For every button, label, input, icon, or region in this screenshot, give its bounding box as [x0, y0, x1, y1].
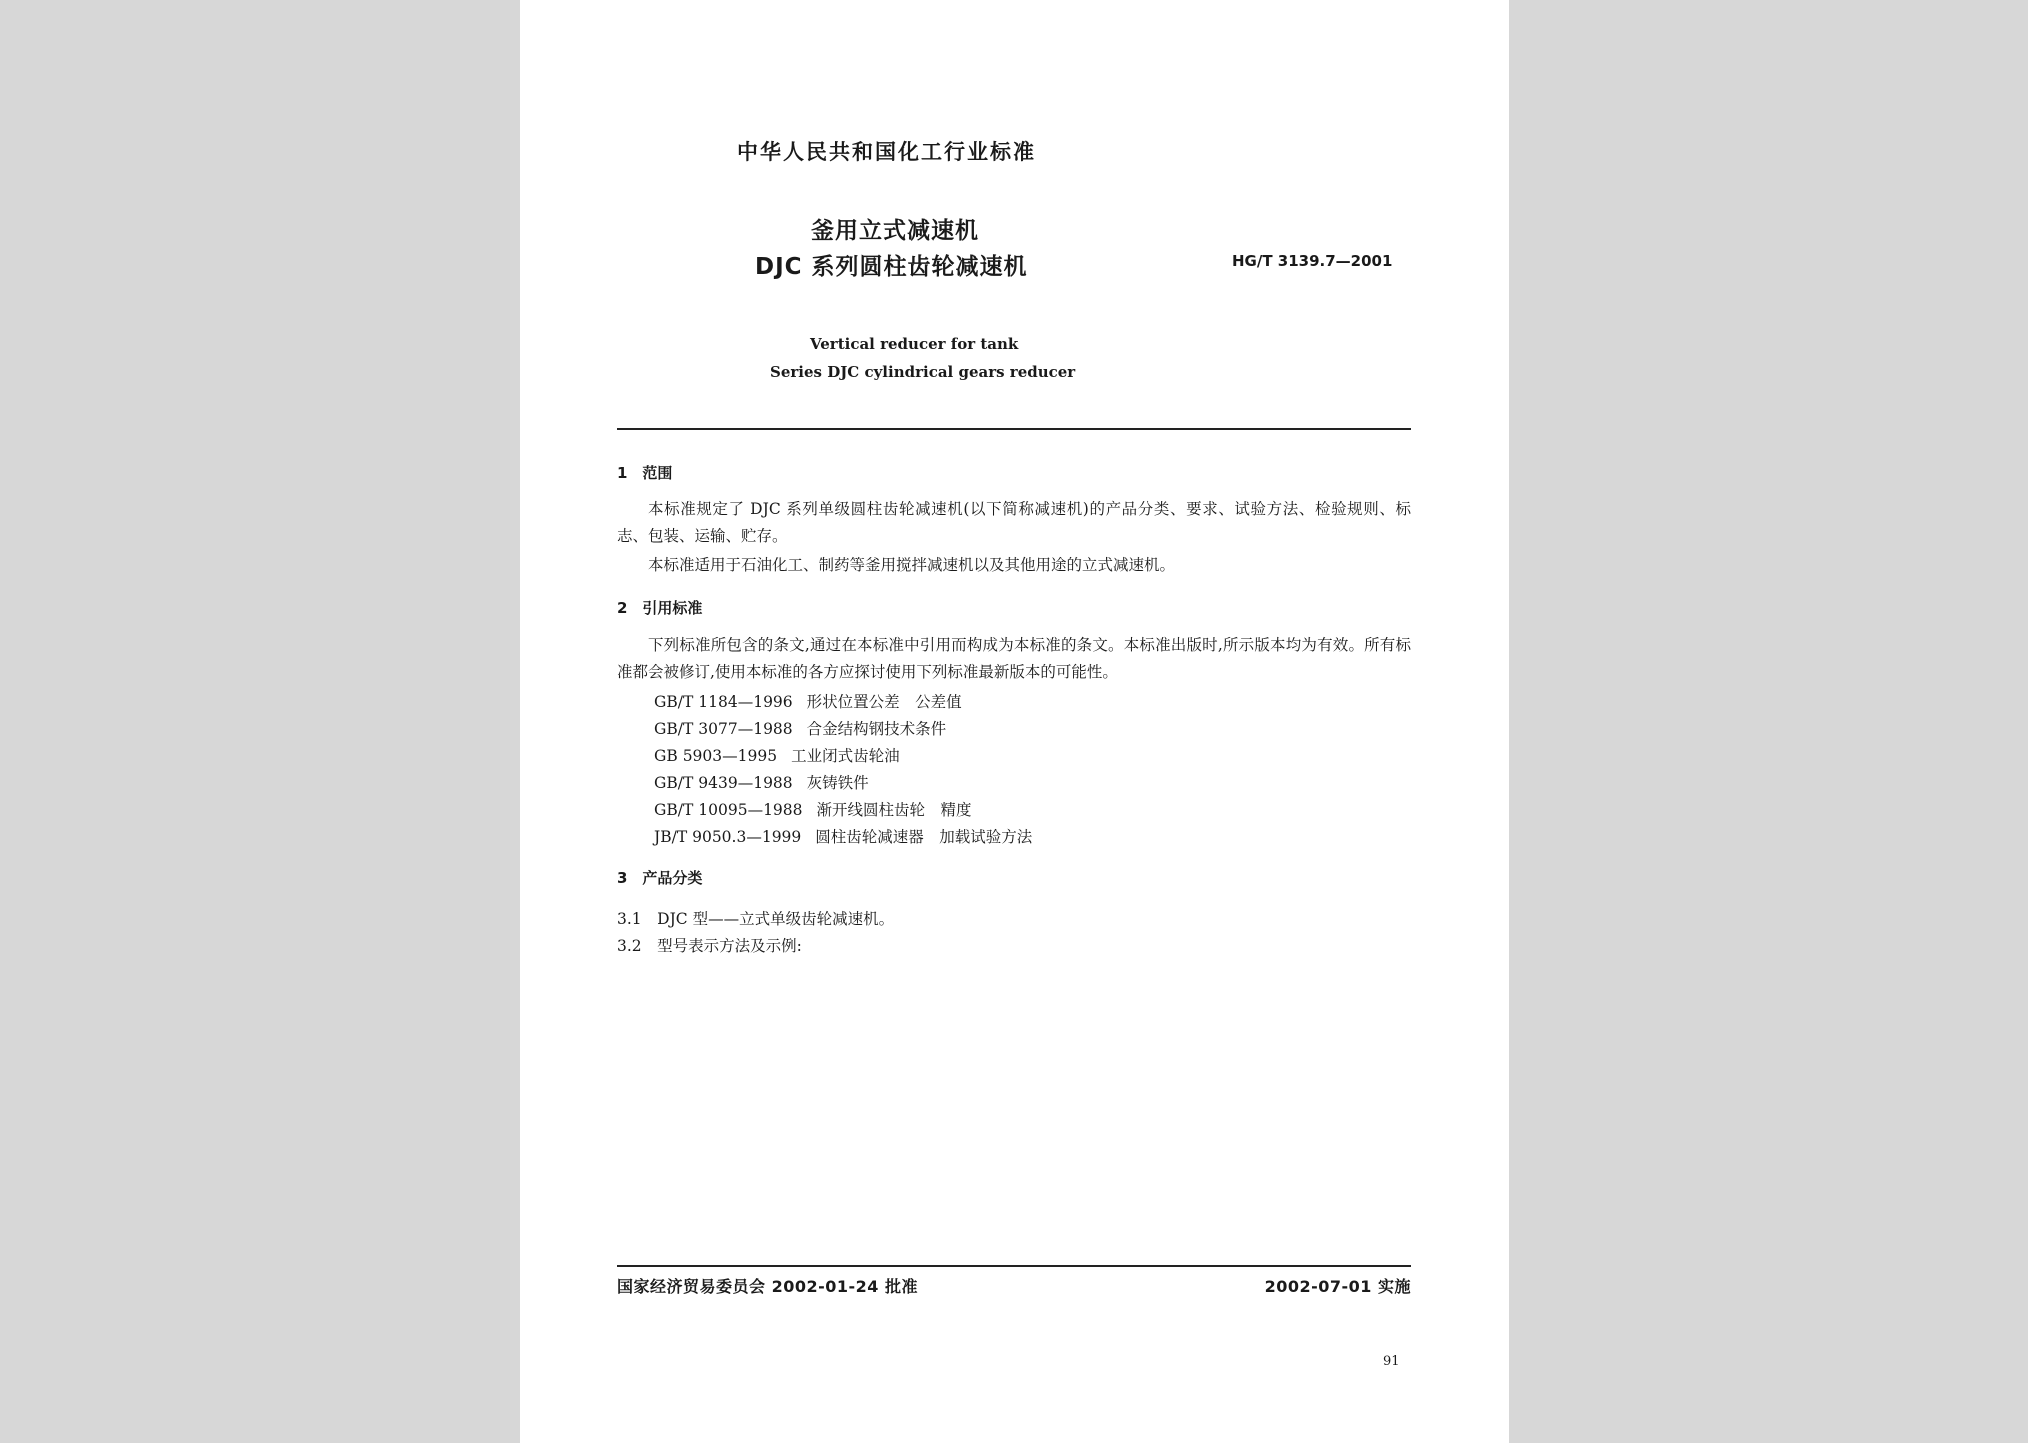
standard-number: HG/T 3139.7—2001	[1232, 252, 1393, 270]
reference-item	[654, 690, 962, 712]
reference-item	[654, 717, 946, 739]
effective-date: 2002-07-01 实施	[1264, 1277, 1411, 1296]
section-1-paragraph-2: 本标准适用于石油化工、制药等釜用搅拌减速机以及其他用途的立式减速机。	[648, 556, 1176, 574]
section-1-paragraph-1: 本标准规定了 DJC 系列单级圆柱齿轮减速机(以下简称减速机)的产品分类、要求、试验方法、检验规则、标志、包装、运输、贮存。	[617, 500, 1411, 545]
reference-code: GB/T 9439—1988	[654, 774, 793, 792]
document-title-line2: DJC 系列圆柱齿轮减速机	[755, 254, 1028, 280]
reference-title: 合金结构钢技术条件	[806, 720, 947, 738]
section-2-heading: 2 引用标准	[617, 599, 703, 617]
reference-code: GB 5903—1995	[654, 747, 778, 765]
reference-code: GB/T 1184—1996	[654, 693, 793, 711]
document-title-line1: 釜用立式减速机	[811, 218, 979, 244]
reference-item	[654, 825, 1032, 847]
document-page	[520, 0, 1509, 1443]
issuing-agency: 中华人民共和国化工行业标准	[737, 140, 1036, 164]
reference-code: GB/T 3077—1988	[654, 720, 793, 738]
header-divider	[617, 428, 1411, 430]
reference-title: 灰铸铁件	[806, 774, 869, 792]
approval-line: 国家经济贸易委员会 2002-01-24 批准	[617, 1277, 918, 1296]
reference-item	[654, 798, 972, 820]
page-number: 91	[1383, 1354, 1400, 1369]
reference-title: 工业闭式齿轮油	[791, 747, 900, 765]
section-3-heading: 3 产品分类	[617, 869, 703, 887]
reference-title: 形状位置公差 公差值	[806, 693, 962, 711]
english-title-line1: Vertical reducer for tank	[810, 335, 1019, 353]
reference-item	[654, 771, 869, 793]
section-3-item-2: 3.2 型号表示方法及示例:	[617, 937, 802, 955]
section-2-paragraph-1: 下列标准所包含的条文,通过在本标准中引用而构成为本标准的条文。本标准出版时,所示版本均为有效。所有标准都会被修订,使用本标准的各方应探讨使用下列标准最新版本的可能性。	[617, 636, 1411, 681]
reference-title: 圆柱齿轮减速器 加载试验方法	[815, 828, 1033, 846]
footer-divider	[617, 1265, 1411, 1267]
reference-item	[654, 744, 900, 766]
section-3-item-1: 3.1 DJC 型——立式单级齿轮减速机。	[617, 910, 895, 928]
reference-title: 渐开线圆柱齿轮 精度	[816, 801, 972, 819]
reference-code: JB/T 9050.3—1999	[654, 828, 802, 846]
english-title-line2: Series DJC cylindrical gears reducer	[770, 363, 1076, 381]
section-1-heading: 1 范围	[617, 464, 673, 482]
reference-code: GB/T 10095—1988	[654, 801, 803, 819]
